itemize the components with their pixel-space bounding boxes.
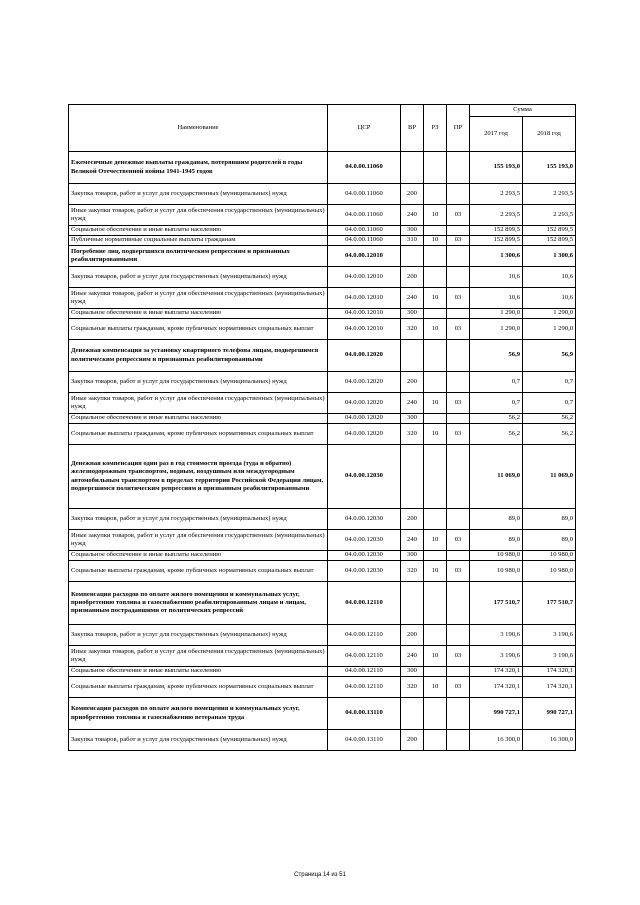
row-vr	[401, 246, 424, 267]
row-vr: 200	[401, 267, 424, 288]
row-sum-2017: 2 293,5	[470, 184, 523, 205]
row-pr: 03	[447, 319, 470, 340]
row-name: Иные закупки товаров, работ и услуг для обеспечения государственных (муниципальных) нужд	[69, 205, 328, 226]
row-vr: 320	[401, 424, 424, 445]
row-pr	[447, 414, 470, 424]
row-sum-2017: 155 193,0	[470, 152, 523, 184]
row-sum-2018: 2 293,5	[523, 184, 576, 205]
row-rz	[424, 372, 447, 393]
row-code: 04.0.00.12010	[328, 288, 401, 309]
row-code: 04.0.00.11060	[328, 152, 401, 184]
row-pr	[447, 551, 470, 561]
row-pr	[447, 226, 470, 236]
row-pr	[447, 582, 470, 625]
row-sum-2018: 16 300,0	[523, 730, 576, 751]
table-row	[69, 152, 576, 184]
row-vr	[401, 152, 424, 184]
row-pr: 03	[447, 288, 470, 309]
row-sum-2017: 990 727,1	[470, 698, 523, 730]
row-code: 04.0.00.12020	[328, 372, 401, 393]
row-code: 04.0.00.12110	[328, 677, 401, 698]
row-code: 04.0.00.12110	[328, 646, 401, 667]
row-sum-2017: 89,0	[470, 530, 523, 551]
row-sum-2017: 1 300,6	[470, 246, 523, 267]
header-year-2017: 2017 год	[470, 117, 523, 152]
row-sum-2017: 3 190,6	[470, 625, 523, 646]
row-sum-2017: 10 980,0	[470, 561, 523, 582]
header-vr: ВР	[401, 105, 424, 152]
row-sum-2017: 89,0	[470, 509, 523, 530]
row-pr	[447, 340, 470, 372]
row-name: Иные закупки товаров, работ и услуг для обеспечения государственных (муниципальных) нужд	[69, 393, 328, 414]
row-sum-2017: 3 190,6	[470, 646, 523, 667]
row-sum-2018: 89,0	[523, 509, 576, 530]
row-name: Социальное обеспечение и иные выплаты населению	[69, 226, 328, 236]
row-code: 04.0.00.12010	[328, 319, 401, 340]
row-sum-2018: 56,2	[523, 414, 576, 424]
row-name: Социальные выплаты гражданам, кроме публичных нормативных социальных выплат	[69, 424, 328, 445]
row-sum-2018: 10 980,0	[523, 561, 576, 582]
row-vr: 320	[401, 319, 424, 340]
row-name: Социальное обеспечение и иные выплаты населению	[69, 551, 328, 561]
table-row	[69, 393, 576, 414]
row-rz: 10	[424, 288, 447, 309]
row-rz	[424, 582, 447, 625]
row-sum-2017: 2 293,5	[470, 205, 523, 226]
row-pr	[447, 267, 470, 288]
row-name: Компенсация расходов по оплате жилого помещения и коммунальных услуг, приобретению топлива и газоснабжению реабилитированным лицам и лицам, признанным пострадавшими от политических репрессий	[69, 582, 328, 625]
row-sum-2017: 16 300,0	[470, 730, 523, 751]
row-sum-2018: 152 899,5	[523, 226, 576, 236]
table-row	[69, 561, 576, 582]
row-name: Социальное обеспечение и иные выплаты населению	[69, 309, 328, 319]
row-sum-2017: 174 320,1	[470, 677, 523, 698]
row-vr: 310	[401, 236, 424, 246]
row-sum-2017: 1 290,0	[470, 319, 523, 340]
row-rz: 10	[424, 646, 447, 667]
row-sum-2018: 10,6	[523, 288, 576, 309]
row-code: 04.0.00.13110	[328, 730, 401, 751]
row-name: Закупка товаров, работ и услуг для государственных (муниципальных) нужд	[69, 267, 328, 288]
row-pr	[447, 698, 470, 730]
row-rz	[424, 551, 447, 561]
row-code: 04.0.00.12030	[328, 551, 401, 561]
row-rz	[424, 698, 447, 730]
table-row	[69, 372, 576, 393]
row-sum-2018: 10,6	[523, 267, 576, 288]
row-vr	[401, 582, 424, 625]
row-rz	[424, 667, 447, 677]
row-rz: 10	[424, 319, 447, 340]
row-pr: 03	[447, 424, 470, 445]
row-sum-2018: 3 190,6	[523, 625, 576, 646]
row-sum-2018: 155 193,0	[523, 152, 576, 184]
row-rz	[424, 152, 447, 184]
table-row	[69, 226, 576, 236]
table-row	[69, 319, 576, 340]
row-code: 04.0.00.13110	[328, 698, 401, 730]
row-name: Денежная компенсация один раз в год стоимости проезда (туда и обратно) железнодорожным транспортом, водным, воздушным или междугородным автомобильным транспортом в пределах территории Российской Федерации лицам, подвергшимся политическим репрессиям и признанным реабилитированными	[69, 445, 328, 509]
row-sum-2018: 2 293,5	[523, 205, 576, 226]
row-name: Закупка товаров, работ и услуг для государственных (муниципальных) нужд	[69, 730, 328, 751]
row-code: 04.0.00.12010	[328, 267, 401, 288]
row-sum-2018: 174 320,1	[523, 667, 576, 677]
row-code: 04.0.00.12110	[328, 625, 401, 646]
table-row	[69, 625, 576, 646]
row-code: 04.0.00.12020	[328, 340, 401, 372]
row-vr: 240	[401, 205, 424, 226]
table-row	[69, 246, 576, 267]
row-vr: 240	[401, 646, 424, 667]
row-code: 04.0.00.12020	[328, 414, 401, 424]
row-vr: 320	[401, 677, 424, 698]
row-rz: 10	[424, 561, 447, 582]
table-row	[69, 340, 576, 372]
row-pr: 03	[447, 393, 470, 414]
page-footer: Страница 14 из 51	[294, 872, 346, 878]
row-rz: 10	[424, 424, 447, 445]
row-sum-2018: 89,0	[523, 530, 576, 551]
table-row	[69, 184, 576, 205]
row-name: Закупка товаров, работ и услуг для государственных (муниципальных) нужд	[69, 625, 328, 646]
row-sum-2018: 56,9	[523, 340, 576, 372]
row-sum-2017: 56,2	[470, 424, 523, 445]
table-row	[69, 309, 576, 319]
row-vr: 300	[401, 414, 424, 424]
row-rz	[424, 509, 447, 530]
row-rz: 10	[424, 530, 447, 551]
row-code: 04.0.00.11060	[328, 226, 401, 236]
row-sum-2017: 56,9	[470, 340, 523, 372]
row-name: Закупка товаров, работ и услуг для государственных (муниципальных) нужд	[69, 372, 328, 393]
row-name: Денежная компенсация за установку квартирного телефона лицам, подвергшимся политическим репрессиям и признанных реабилитированными	[69, 340, 328, 372]
row-name: Иные закупки товаров, работ и услуг для обеспечения государственных (муниципальных) нужд	[69, 530, 328, 551]
row-pr	[447, 625, 470, 646]
table-row	[69, 509, 576, 530]
row-sum-2017: 152 899,5	[470, 226, 523, 236]
row-vr: 300	[401, 226, 424, 236]
row-rz	[424, 226, 447, 236]
row-rz	[424, 730, 447, 751]
row-name: Компенсация расходов по оплате жилого помещения и коммунальных услуг, приобретению топлива и газоснабжению ветеранам труда	[69, 698, 328, 730]
row-code: 04.0.00.12010	[328, 309, 401, 319]
table-row	[69, 730, 576, 751]
row-sum-2017: 10,6	[470, 288, 523, 309]
row-rz	[424, 340, 447, 372]
table-row	[69, 267, 576, 288]
table-row	[69, 551, 576, 561]
row-name: Закупка товаров, работ и услуг для государственных (муниципальных) нужд	[69, 184, 328, 205]
row-sum-2018: 11 069,0	[523, 445, 576, 509]
row-name: Ежемесячные денежные выплаты гражданам, потерявшим родителей в годы Великой Отечественной войны 1941-1945 годов	[69, 152, 328, 184]
row-name: Социальное обеспечение и иные выплаты населению	[69, 414, 328, 424]
row-code: 04.0.00.12110	[328, 582, 401, 625]
header-code: ЦСР	[328, 105, 401, 152]
row-sum-2017: 10,6	[470, 267, 523, 288]
row-code: 04.0.00.12030	[328, 509, 401, 530]
row-pr	[447, 372, 470, 393]
row-pr: 03	[447, 530, 470, 551]
row-rz	[424, 414, 447, 424]
row-rz: 10	[424, 677, 447, 698]
row-pr	[447, 152, 470, 184]
header-pr: ПР	[447, 105, 470, 152]
header-name: Наименование	[69, 105, 328, 152]
row-code: 04.0.00.11060	[328, 205, 401, 226]
row-rz	[424, 246, 447, 267]
table-row	[69, 205, 576, 226]
row-name: Социальные выплаты гражданам, кроме публичных нормативных социальных выплат	[69, 319, 328, 340]
row-rz	[424, 267, 447, 288]
row-vr: 240	[401, 530, 424, 551]
row-name: Социальные выплаты гражданам, кроме публичных нормативных социальных выплат	[69, 677, 328, 698]
row-sum-2018: 3 190,6	[523, 646, 576, 667]
row-sum-2017: 177 510,7	[470, 582, 523, 625]
row-sum-2017: 0,7	[470, 393, 523, 414]
row-vr: 200	[401, 625, 424, 646]
row-rz: 10	[424, 393, 447, 414]
row-sum-2018: 177 510,7	[523, 582, 576, 625]
row-vr: 200	[401, 184, 424, 205]
row-vr: 200	[401, 730, 424, 751]
header-rz: РЗ	[424, 105, 447, 152]
table-row	[69, 646, 576, 667]
row-name: Иные закупки товаров, работ и услуг для обеспечения государственных (муниципальных) нужд	[69, 288, 328, 309]
row-code: 04.0.00.12030	[328, 530, 401, 551]
row-vr: 300	[401, 551, 424, 561]
row-vr: 300	[401, 309, 424, 319]
row-name: Социальные выплаты гражданам, кроме публичных нормативных социальных выплат	[69, 561, 328, 582]
row-vr: 300	[401, 667, 424, 677]
table-row	[69, 236, 576, 246]
row-name: Социальное обеспечение и иные выплаты населению	[69, 667, 328, 677]
row-rz: 10	[424, 205, 447, 226]
row-vr: 200	[401, 509, 424, 530]
table-row	[69, 424, 576, 445]
row-pr	[447, 509, 470, 530]
row-rz	[424, 625, 447, 646]
table-row	[69, 530, 576, 551]
row-sum-2017: 11 069,0	[470, 445, 523, 509]
row-sum-2017: 1 290,0	[470, 309, 523, 319]
row-sum-2017: 152 899,5	[470, 236, 523, 246]
row-code: 04.0.00.12030	[328, 445, 401, 509]
row-sum-2018: 1 290,0	[523, 319, 576, 340]
row-pr: 03	[447, 561, 470, 582]
row-sum-2018: 174 320,1	[523, 677, 576, 698]
row-sum-2018: 56,2	[523, 424, 576, 445]
row-code: 04.0.00.12030	[328, 561, 401, 582]
row-pr: 03	[447, 677, 470, 698]
row-pr	[447, 246, 470, 267]
table-row	[69, 288, 576, 309]
row-vr: 320	[401, 561, 424, 582]
row-sum-2018: 10 980,0	[523, 551, 576, 561]
row-rz: 10	[424, 236, 447, 246]
row-vr	[401, 698, 424, 730]
row-rz	[424, 445, 447, 509]
row-code: 04.0.00.11060	[328, 184, 401, 205]
row-code: 04.0.00.12020	[328, 424, 401, 445]
budget-table	[68, 104, 576, 751]
row-sum-2017: 0,7	[470, 372, 523, 393]
table-row	[69, 698, 576, 730]
table-row	[69, 667, 576, 677]
row-name: Иные закупки товаров, работ и услуг для обеспечения государственных (муниципальных) нужд	[69, 646, 328, 667]
row-name: Закупка товаров, работ и услуг для государственных (муниципальных) нужд	[69, 509, 328, 530]
row-sum-2018: 1 300,6	[523, 246, 576, 267]
row-code: 04.0.00.12010	[328, 246, 401, 267]
row-sum-2018: 990 727,1	[523, 698, 576, 730]
row-pr: 03	[447, 646, 470, 667]
table-row	[69, 445, 576, 509]
row-sum-2017: 10 980,0	[470, 551, 523, 561]
row-sum-2017: 56,2	[470, 414, 523, 424]
row-vr: 200	[401, 372, 424, 393]
row-pr	[447, 445, 470, 509]
row-code: 04.0.00.11060	[328, 236, 401, 246]
row-vr	[401, 445, 424, 509]
row-sum-2018: 152 899,5	[523, 236, 576, 246]
row-pr	[447, 184, 470, 205]
header-year-2018: 2018 год	[523, 117, 576, 152]
header-sum: Сумма	[470, 105, 576, 117]
row-pr	[447, 730, 470, 751]
row-vr: 240	[401, 393, 424, 414]
row-vr	[401, 340, 424, 372]
row-name: Погребение лиц, подвергшихся политическим репрессиям и признанных реабилитированными	[69, 246, 328, 267]
table-row	[69, 677, 576, 698]
row-pr	[447, 309, 470, 319]
row-rz	[424, 184, 447, 205]
row-code: 04.0.00.12110	[328, 667, 401, 677]
row-rz	[424, 309, 447, 319]
table-row	[69, 414, 576, 424]
row-sum-2018: 1 290,0	[523, 309, 576, 319]
row-sum-2018: 0,7	[523, 393, 576, 414]
row-name: Публичные нормативные социальные выплаты гражданам	[69, 236, 328, 246]
row-pr: 03	[447, 236, 470, 246]
row-pr	[447, 667, 470, 677]
row-code: 04.0.00.12020	[328, 393, 401, 414]
row-sum-2017: 174 320,1	[470, 667, 523, 677]
table-row	[69, 582, 576, 625]
row-vr: 240	[401, 288, 424, 309]
row-pr: 03	[447, 205, 470, 226]
row-sum-2018: 0,7	[523, 372, 576, 393]
